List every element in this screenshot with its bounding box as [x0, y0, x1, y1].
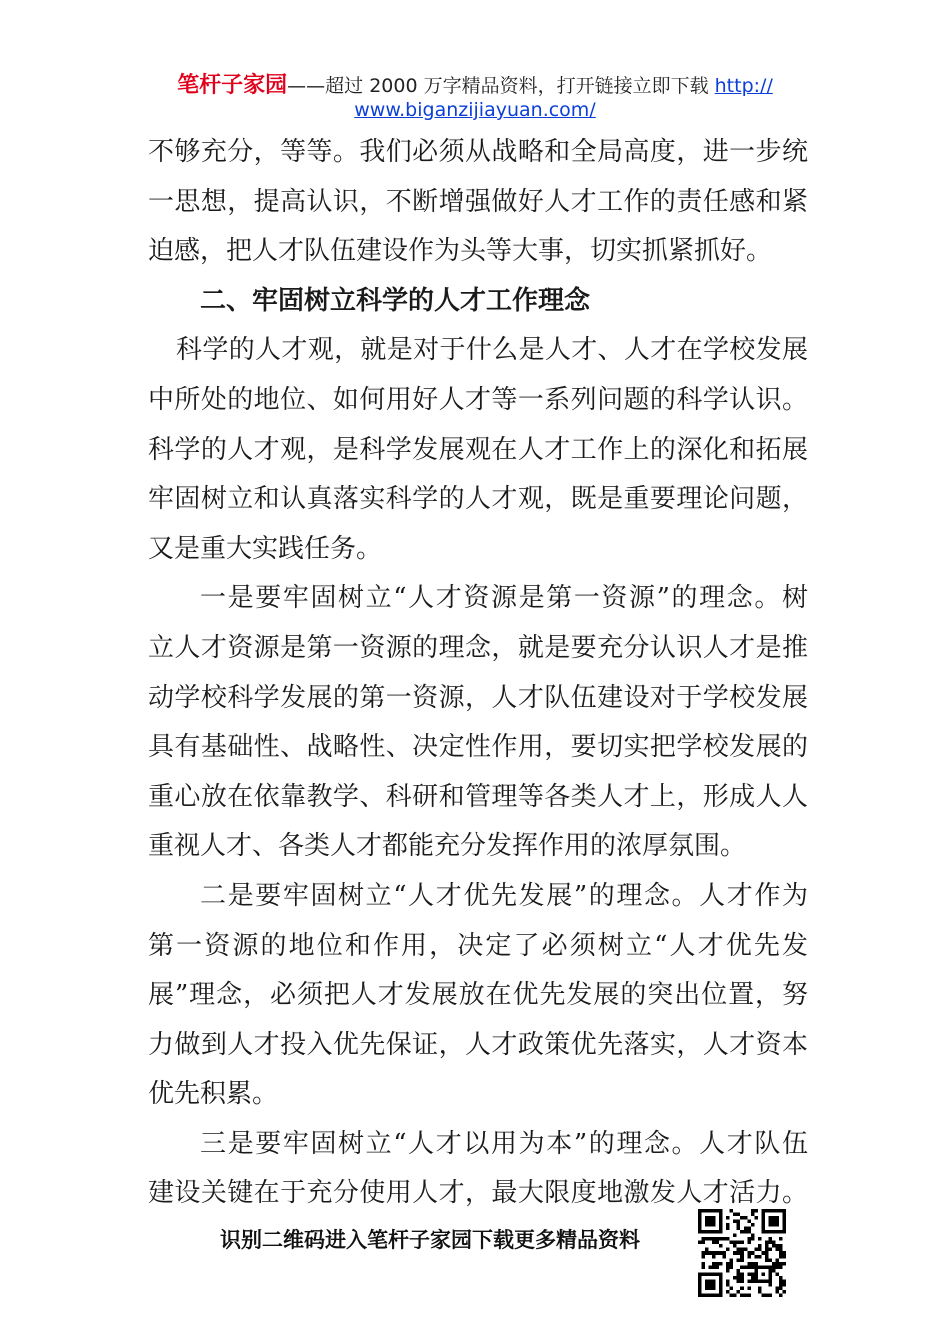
text-line-content: 重视人才、各类人才都能充分发挥作用的浓厚氛围。 — [148, 831, 747, 862]
text-line — [148, 624, 808, 674]
page-header — [0, 74, 950, 122]
text-line-content: 又是重大实践任务。 — [148, 533, 383, 564]
download-link[interactable]: http:// — [714, 75, 773, 97]
text-line-content: 牢固树立和认真落实科学的人才观，既是重要理论问题， — [148, 484, 808, 515]
text-line — [148, 525, 808, 575]
brand-name: 笔杆子家园 — [177, 73, 288, 98]
text-line — [148, 1070, 808, 1120]
text-line — [148, 227, 808, 277]
text-line-content: 科学的人才观，就是对于什么是人才、人才在学校发展 — [176, 335, 808, 366]
text-line-content: 展”理念，必须把人才发展放在优先发展的突出位置，努 — [148, 980, 808, 1011]
text-line-content: 建设关键在于充分使用人才，最大限度地激发人才活力。 — [148, 1178, 808, 1209]
text-line-content: 一思想，提高认识，不断增强做好人才工作的责任感和紧 — [148, 186, 808, 217]
text-line — [148, 674, 808, 724]
text-line — [148, 128, 808, 178]
document-body — [148, 128, 808, 1219]
text-line — [148, 376, 808, 426]
text-line — [148, 971, 808, 1021]
text-line — [148, 922, 808, 972]
text-line-content: 中所处的地位、如何用好人才等一系列问题的科学认识。 — [148, 384, 808, 415]
text-line-content: 具有基础性、战略性、决定性作用，要切实把学校发展的 — [148, 732, 808, 763]
text-line-content: 二是要牢固树立“人才优先发展”的理念。人才作为 — [200, 880, 808, 911]
text-line-content: 一是要牢固树立“人才资源是第一资源”的理念。树 — [200, 583, 808, 614]
footer-promo-text: 识别二维码进入笔杆子家园下载更多精品资料 — [220, 1228, 640, 1252]
text-line — [148, 1021, 808, 1071]
text-line-content: 迫感，把人才队伍建设作为头等大事，切实抓紧抓好。 — [148, 236, 773, 267]
text-line — [148, 1120, 808, 1170]
text-line-content: 科学的人才观，是科学发展观在人才工作上的深化和拓展 — [148, 434, 808, 465]
text-line — [148, 326, 808, 376]
qr-code-icon[interactable] — [698, 1209, 786, 1297]
text-line-content: 动学校科学发展的第一资源，人才队伍建设对于学校发展 — [148, 682, 808, 713]
text-line — [148, 475, 808, 525]
text-line — [148, 773, 808, 823]
text-line — [148, 574, 808, 624]
text-line-content: 第一资源的地位和作用，决定了必须树立“人才优先发 — [148, 930, 808, 961]
header-tagline: ——超过 2000 万字精品资料，打开链接立即下载 — [287, 75, 715, 97]
download-link-continued[interactable]: www.biganzijiayuan.com/ — [354, 99, 596, 121]
text-line-content: 力做到人才投入优先保证，人才政策优先落实，人才资本 — [148, 1029, 808, 1060]
section-heading — [148, 277, 808, 327]
text-line-content: 不够充分，等等。我们必须从战略和全局高度，进一步统 — [148, 137, 808, 167]
text-line-content: 重心放在依靠教学、科研和管理等各类人才上，形成人人 — [148, 781, 808, 812]
text-line-content: 优先积累。 — [148, 1079, 279, 1110]
text-line-content: 立人才资源是第一资源的理念，就是要充分认识人才是推 — [148, 632, 808, 663]
text-line-content: 二、牢固树立科学的人才工作理念 — [200, 285, 591, 316]
text-line-content: 三是要牢固树立“人才以用为本”的理念。人才队伍 — [200, 1128, 808, 1159]
text-line — [148, 426, 808, 476]
text-line — [148, 723, 808, 773]
text-line — [148, 822, 808, 872]
text-line — [148, 872, 808, 922]
text-line — [148, 178, 808, 228]
